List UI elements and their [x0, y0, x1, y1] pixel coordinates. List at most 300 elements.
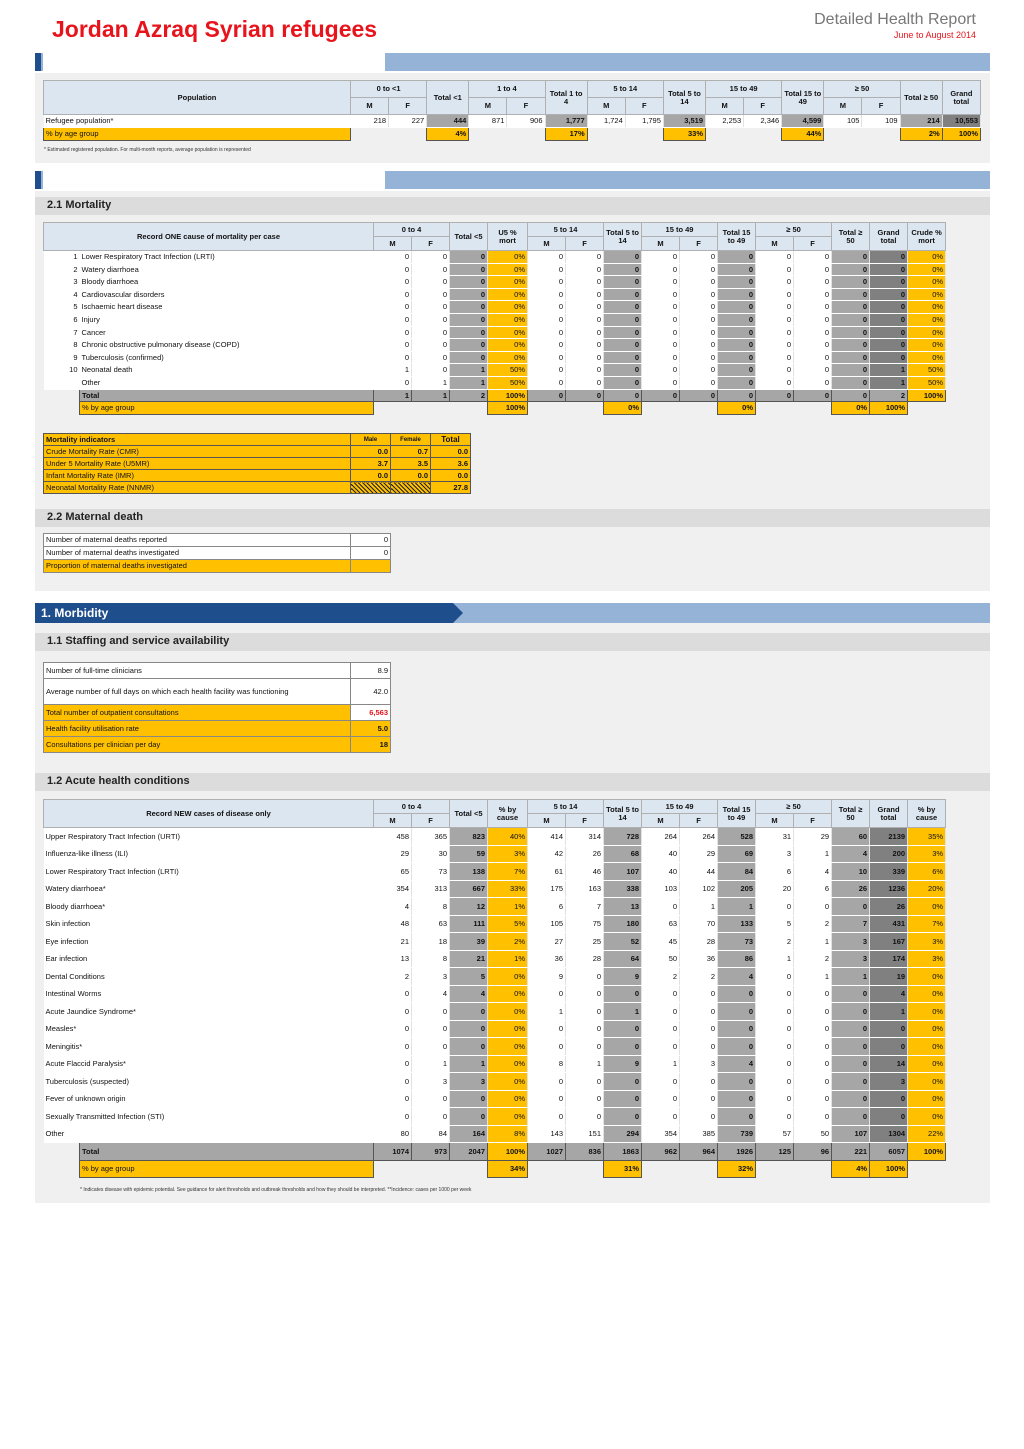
data-cell: 3% [908, 950, 946, 968]
data-cell: 3% [488, 845, 528, 863]
data-cell: 2 [374, 968, 412, 986]
data-cell: 0 [528, 251, 566, 264]
data-cell: 4 [412, 985, 450, 1003]
data-cell: 0% [488, 263, 528, 276]
maternal-row [44, 560, 391, 573]
indicator-label: Under 5 Mortality Rate (U5MR) [44, 458, 351, 470]
indicator-col-header: Female [391, 434, 431, 446]
data-cell: 0 [680, 301, 718, 314]
data-cell: 0 [642, 326, 680, 339]
data-cell: 0 [794, 288, 832, 301]
total-cell: 1 [412, 389, 450, 402]
age-group-header: Total 1 to 4 [545, 81, 587, 115]
pct-cell: 100% [870, 1160, 908, 1178]
data-cell: 0 [756, 339, 794, 352]
age-group-header: ≥ 50 [756, 800, 832, 814]
empty-cell [824, 128, 862, 141]
data-cell: 0% [908, 276, 946, 289]
total-row [44, 1143, 946, 1161]
data-cell: 0 [642, 351, 680, 364]
pct-row [44, 402, 946, 415]
male-header: M [706, 98, 744, 115]
data-cell: 3% [908, 845, 946, 863]
male-header: M [642, 237, 680, 251]
total-cell: 1027 [528, 1143, 566, 1161]
indicator-value: 0.0 [351, 470, 391, 482]
male-header: M [374, 237, 412, 251]
data-cell: 0 [680, 985, 718, 1003]
data-cell: 0 [642, 1073, 680, 1091]
data-cell: 42 [528, 845, 566, 863]
data-cell: 0 [756, 1038, 794, 1056]
data-cell: 30 [412, 845, 450, 863]
indicator-value: 27.8 [431, 482, 471, 494]
population-cell: 227 [389, 115, 427, 128]
data-cell: 0 [870, 313, 908, 326]
data-cell: 50% [908, 376, 946, 389]
indicator-value: 3.7 [351, 458, 391, 470]
data-cell: 0 [604, 351, 642, 364]
data-cell: 0 [756, 351, 794, 364]
data-cell: 163 [566, 880, 604, 898]
table-row [44, 1055, 946, 1073]
row-label: Meningitis* [44, 1038, 374, 1056]
total-cell: 0 [566, 389, 604, 402]
data-cell: 0 [794, 1108, 832, 1126]
indicator-value: 0.0 [351, 446, 391, 458]
table-row [44, 1038, 946, 1056]
data-cell: 0 [566, 276, 604, 289]
data-cell: 0 [680, 263, 718, 276]
empty-cell [350, 128, 388, 141]
data-cell: 0 [870, 263, 908, 276]
data-cell: 2139 [870, 828, 908, 846]
data-cell: 29 [374, 845, 412, 863]
pct-cell: 0% [718, 402, 756, 415]
data-cell: 0 [832, 301, 870, 314]
row-label: Cardiovascular disorders [80, 288, 374, 301]
data-cell: 39 [450, 933, 488, 951]
data-cell: 0 [566, 263, 604, 276]
data-cell: 0 [566, 313, 604, 326]
report-period: June to August 2014 [893, 30, 976, 40]
female-header: F [625, 98, 663, 115]
row-label: Injury [80, 313, 374, 326]
row-number: 8 [44, 339, 80, 352]
row-label: Sexually Transmitted Infection (STI) [44, 1108, 374, 1126]
data-cell: 313 [412, 880, 450, 898]
data-cell: 0 [374, 313, 412, 326]
data-cell: 385 [680, 1125, 718, 1143]
data-cell: 1304 [870, 1125, 908, 1143]
total-cell: 100% [908, 1143, 946, 1161]
row-number: 1 [44, 251, 80, 264]
data-cell: 40 [642, 863, 680, 881]
data-cell: 0 [604, 276, 642, 289]
data-cell: 46 [566, 863, 604, 881]
data-cell: 0 [642, 898, 680, 916]
data-cell: 13 [374, 950, 412, 968]
data-cell: 0 [718, 251, 756, 264]
data-cell: 138 [450, 863, 488, 881]
data-cell: 0 [528, 1108, 566, 1126]
data-cell: 7% [908, 915, 946, 933]
data-cell: 0 [832, 1038, 870, 1056]
data-cell: 0 [870, 1020, 908, 1038]
data-cell: 0 [566, 364, 604, 377]
row-label: Measles* [44, 1020, 374, 1038]
data-cell: 2 [680, 968, 718, 986]
data-cell: 1 [642, 1055, 680, 1073]
row-label: Acute Flaccid Paralysis* [44, 1055, 374, 1073]
data-cell: 0 [718, 364, 756, 377]
data-cell: 3% [908, 933, 946, 951]
data-cell: 0 [870, 288, 908, 301]
data-cell: 0 [756, 313, 794, 326]
data-cell: 0 [642, 288, 680, 301]
section-band [35, 53, 990, 71]
data-cell: 0 [374, 1020, 412, 1038]
staffing-value: 18 [351, 737, 391, 753]
row-label: Other [80, 376, 374, 389]
data-cell: 143 [528, 1125, 566, 1143]
data-cell: 0% [908, 301, 946, 314]
staffing-heading: 1.1 Staffing and service availability [35, 633, 990, 651]
data-cell: 0% [908, 339, 946, 352]
data-cell: 0% [908, 1108, 946, 1126]
total-cell: 0 [528, 389, 566, 402]
data-cell: 40% [488, 828, 528, 846]
data-cell: 0 [756, 1090, 794, 1108]
empty-cell [469, 128, 507, 141]
data-cell: 0 [832, 376, 870, 389]
data-cell: 0% [908, 263, 946, 276]
data-cell: 0 [450, 276, 488, 289]
data-cell: 4 [718, 968, 756, 986]
total-cell: 1863 [604, 1143, 642, 1161]
data-cell: 26 [870, 898, 908, 916]
data-cell: 0 [680, 1108, 718, 1126]
data-cell: 0 [718, 1073, 756, 1091]
data-cell: 0% [908, 288, 946, 301]
data-cell: 0 [566, 301, 604, 314]
row-label: Other [44, 1125, 374, 1143]
data-cell: 0% [488, 339, 528, 352]
total-cell: 6057 [870, 1143, 908, 1161]
maternal-value: 0 [351, 534, 391, 547]
data-cell: 0 [794, 301, 832, 314]
data-cell: 3 [832, 950, 870, 968]
data-cell: 0 [450, 339, 488, 352]
mortality-table [43, 222, 946, 415]
population-footnote: * Estimated registered population. For multi-month reports, average population is represented [44, 147, 251, 153]
table-row [44, 898, 946, 916]
data-cell: 0% [908, 351, 946, 364]
data-cell: 0% [488, 313, 528, 326]
table-header-label: Record NEW cases of disease only [44, 800, 374, 828]
female-header: F [566, 814, 604, 828]
row-label: Ischaemic heart disease [80, 301, 374, 314]
data-cell: 0 [642, 1108, 680, 1126]
data-cell: 0 [680, 1038, 718, 1056]
data-cell: 3 [412, 1073, 450, 1091]
data-cell: 60 [832, 828, 870, 846]
data-cell: 0 [718, 339, 756, 352]
data-cell: 0 [374, 1055, 412, 1073]
female-header: F [566, 237, 604, 251]
data-cell: 0 [374, 1073, 412, 1091]
age-group-header: % by cause [908, 800, 946, 828]
data-cell: 2% [488, 933, 528, 951]
data-cell: 0 [450, 1020, 488, 1038]
total-cell: 0 [794, 389, 832, 402]
data-cell: 1 [566, 1055, 604, 1073]
row-label: Watery diarrhoea* [44, 880, 374, 898]
data-cell: 0% [488, 301, 528, 314]
data-cell: 50 [642, 950, 680, 968]
data-cell: 823 [450, 828, 488, 846]
data-cell: 0 [680, 1020, 718, 1038]
data-cell: 0 [450, 288, 488, 301]
staffing-row [44, 705, 391, 721]
data-cell: 0 [870, 1090, 908, 1108]
data-cell: 0 [450, 351, 488, 364]
age-group-header: Total <1 [427, 81, 469, 115]
empty-cell [625, 128, 663, 141]
data-cell: 1 [450, 376, 488, 389]
data-cell: 0 [832, 1003, 870, 1021]
indicator-value: 3.6 [431, 458, 471, 470]
data-cell: 0 [794, 1038, 832, 1056]
data-cell: 354 [642, 1125, 680, 1143]
total-cell: 2 [450, 389, 488, 402]
data-cell: 365 [412, 828, 450, 846]
data-cell: 84 [718, 863, 756, 881]
data-cell: 0 [528, 351, 566, 364]
data-cell: 0 [794, 1055, 832, 1073]
table-row [44, 1108, 946, 1126]
maternal-row [44, 547, 391, 560]
empty-cell [587, 128, 625, 141]
age-group-header: Grand total [870, 800, 908, 828]
maternal-label: Proportion of maternal deaths investigated [44, 560, 351, 573]
data-cell: 0% [908, 1020, 946, 1038]
table-row [44, 313, 946, 326]
data-cell: 10 [832, 863, 870, 881]
data-cell: 29 [794, 828, 832, 846]
data-cell: 0 [566, 376, 604, 389]
row-number: 7 [44, 326, 80, 339]
data-cell: 0 [604, 288, 642, 301]
data-cell: 0 [756, 1108, 794, 1126]
data-cell: 0 [718, 301, 756, 314]
indicator-value: 0.0 [431, 470, 471, 482]
data-cell: 0 [604, 1073, 642, 1091]
staffing-value: 42.0 [351, 679, 391, 705]
data-cell: 0 [642, 1003, 680, 1021]
data-cell: 1 [604, 1003, 642, 1021]
data-cell: 44 [680, 863, 718, 881]
data-cell: 0 [528, 364, 566, 377]
data-cell: 0 [528, 276, 566, 289]
data-cell: 0% [908, 968, 946, 986]
data-cell: 1 [450, 1055, 488, 1073]
data-cell: 0 [412, 276, 450, 289]
female-header: F [680, 237, 718, 251]
female-header: F [794, 814, 832, 828]
data-cell: 50% [488, 376, 528, 389]
data-cell: 3 [412, 968, 450, 986]
data-cell: 0 [604, 263, 642, 276]
data-cell: 0 [374, 288, 412, 301]
data-cell: 0 [832, 326, 870, 339]
pct-cell: 2% [900, 128, 942, 141]
data-cell: 2 [794, 950, 832, 968]
data-cell: 14 [870, 1055, 908, 1073]
row-label: Lower Respiratory Tract Infection (LRTI) [44, 863, 374, 881]
data-cell: 0 [794, 376, 832, 389]
data-cell: 0 [756, 288, 794, 301]
age-group-header: Total 15 to 49 [782, 81, 824, 115]
data-cell: 3 [680, 1055, 718, 1073]
empty-cell [862, 128, 900, 141]
row-label: Cancer [80, 326, 374, 339]
maternal-value [351, 560, 391, 573]
data-cell: 0% [488, 1038, 528, 1056]
data-cell: 0 [412, 351, 450, 364]
data-cell: 9 [528, 968, 566, 986]
report-title: Detailed Health Report [814, 11, 976, 28]
total-cell: 0 [718, 389, 756, 402]
data-cell: 0 [794, 263, 832, 276]
data-cell: 728 [604, 828, 642, 846]
population-cell: 10,553 [942, 115, 980, 128]
data-cell: 175 [528, 880, 566, 898]
female-header: F [680, 814, 718, 828]
data-cell: 0 [832, 276, 870, 289]
population-cell: 105 [824, 115, 862, 128]
male-header: M [469, 98, 507, 115]
row-number: 5 [44, 301, 80, 314]
data-cell: 0 [870, 301, 908, 314]
data-cell: 0 [450, 301, 488, 314]
pct-cell: 100% [488, 402, 528, 415]
data-cell: 0 [680, 276, 718, 289]
data-cell: 6 [794, 880, 832, 898]
data-cell: 9 [604, 968, 642, 986]
staffing-table [43, 662, 391, 753]
data-cell: 5% [488, 915, 528, 933]
population-cell: 218 [350, 115, 388, 128]
population-cell: 2,346 [744, 115, 782, 128]
data-cell: 0 [680, 1073, 718, 1091]
pct-cell: 0% [832, 402, 870, 415]
data-cell: 1 [832, 968, 870, 986]
data-cell: 0 [794, 326, 832, 339]
data-cell: 0 [566, 968, 604, 986]
data-cell: 339 [870, 863, 908, 881]
data-cell: 0 [870, 276, 908, 289]
female-header: F [412, 814, 450, 828]
pct-cell: 4% [427, 128, 469, 141]
empty-cell [507, 128, 545, 141]
data-cell: 3 [870, 1073, 908, 1091]
population-cell: 4,599 [782, 115, 824, 128]
data-cell: 0 [794, 364, 832, 377]
row-label: Chronic obstructive pulmonary disease (COPD) [80, 339, 374, 352]
table-row [44, 985, 946, 1003]
row-number: 6 [44, 313, 80, 326]
data-cell: 0 [566, 1020, 604, 1038]
table-row [44, 880, 946, 898]
table-row [44, 276, 946, 289]
data-cell: 0% [488, 288, 528, 301]
age-group-header: Total <5 [450, 800, 488, 828]
data-cell: 0% [488, 326, 528, 339]
population-cell: 1,795 [625, 115, 663, 128]
data-cell: 0 [412, 313, 450, 326]
data-cell: 0 [642, 313, 680, 326]
data-cell: 0 [604, 301, 642, 314]
age-group-header: ≥ 50 [824, 81, 900, 98]
total-cell: 100% [908, 389, 946, 402]
row-label: Upper Respiratory Tract Infection (URTI) [44, 828, 374, 846]
data-cell: 0 [680, 251, 718, 264]
data-cell: 61 [528, 863, 566, 881]
data-cell: 0 [794, 251, 832, 264]
data-cell: 0 [756, 985, 794, 1003]
data-cell: 0% [908, 985, 946, 1003]
data-cell: 0 [412, 1003, 450, 1021]
data-cell: 0 [528, 985, 566, 1003]
age-group-header: Total 15 to 49 [718, 800, 756, 828]
row-label: Dental Conditions [44, 968, 374, 986]
data-cell: 0 [604, 364, 642, 377]
data-cell: 0 [832, 351, 870, 364]
data-cell: 0 [642, 276, 680, 289]
data-cell: 180 [604, 915, 642, 933]
data-cell: 1 [412, 376, 450, 389]
data-cell: 0 [642, 263, 680, 276]
data-cell: 4 [450, 985, 488, 1003]
data-cell: 0 [642, 1090, 680, 1108]
data-cell: 50% [908, 364, 946, 377]
row-label: Watery diarrhoea [80, 263, 374, 276]
population-cell: 906 [507, 115, 545, 128]
data-cell: 0 [566, 288, 604, 301]
age-group-header: 5 to 14 [587, 81, 663, 98]
data-cell: 0 [642, 364, 680, 377]
data-cell: 75 [566, 915, 604, 933]
data-cell: 0 [756, 1020, 794, 1038]
table-row [44, 1090, 946, 1108]
data-cell: 0% [488, 1090, 528, 1108]
data-cell: 6 [756, 863, 794, 881]
data-cell: 0 [718, 1020, 756, 1038]
pct-row [44, 1160, 946, 1178]
age-group-header: 15 to 49 [706, 81, 782, 98]
female-header: F [862, 98, 900, 115]
data-cell: 0 [528, 326, 566, 339]
population-cell: 1,724 [587, 115, 625, 128]
data-cell: 0 [374, 351, 412, 364]
total-cell: 0 [680, 389, 718, 402]
table-row [44, 828, 946, 846]
data-cell: 25 [566, 933, 604, 951]
data-cell: 107 [604, 863, 642, 881]
data-cell: 4 [718, 1055, 756, 1073]
data-cell: 63 [412, 915, 450, 933]
